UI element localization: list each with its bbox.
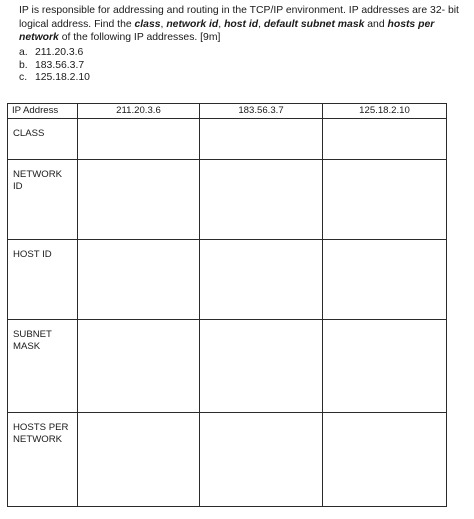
header-ip-211-20-3-6: 211.20.3.6: [78, 104, 200, 119]
answer-cell[interactable]: [323, 413, 447, 507]
header-ip-address: IP Address: [8, 104, 78, 119]
answer-cell[interactable]: [78, 160, 200, 240]
answer-cell[interactable]: [78, 413, 200, 507]
answer-cell[interactable]: [200, 160, 323, 240]
table-row: [8, 240, 447, 320]
question-text: [19, 4, 459, 45]
option-item: [19, 47, 90, 60]
answer-cell[interactable]: [200, 320, 323, 413]
question-sep-2: ,: [218, 18, 225, 30]
term-subnet-mask: default subnet mask: [263, 18, 365, 30]
answer-cell[interactable]: [78, 240, 200, 320]
term-host-id: host id: [224, 18, 259, 30]
table-row: [8, 160, 447, 240]
row-label-network-id: NETWORK ID: [8, 160, 78, 240]
question-prefix: IP is responsible for addressing and routing in the TCP/IP environment. IP addresses are 32- bit logical address. Find the: [19, 5, 459, 30]
header-ip-125-18-2-10: 125.18.2.10: [323, 104, 447, 119]
table-body: [8, 119, 447, 507]
row-label-class: CLASS: [8, 119, 78, 160]
option-letter: c.: [19, 72, 28, 84]
option-list: [19, 47, 90, 85]
row-label-subnet-mask: SUBNET MASK: [8, 320, 78, 413]
header-row: [8, 104, 447, 119]
option-letter: a.: [19, 47, 28, 58]
option-value: 125.18.2.10: [35, 72, 90, 84]
question-sep-3: ,: [258, 18, 264, 30]
option-value: 211.20.3.6: [35, 47, 84, 58]
table-row: [8, 413, 447, 507]
answer-cell[interactable]: [323, 160, 447, 240]
option-letter: b.: [19, 59, 28, 71]
answer-table: [7, 103, 447, 507]
table-header: [8, 104, 447, 119]
table-row: [8, 320, 447, 413]
answer-cell[interactable]: [78, 320, 200, 413]
answer-cell[interactable]: [78, 119, 200, 160]
term-network-id: network id: [166, 18, 219, 30]
answer-cell[interactable]: [200, 240, 323, 320]
option-item: [19, 60, 90, 73]
answer-cell[interactable]: [323, 119, 447, 160]
answer-cell[interactable]: [200, 413, 323, 507]
term-hosts-per-network: hosts per network: [19, 18, 435, 44]
header-ip-183-56-3-7: 183.56.3.7: [200, 104, 323, 119]
option-value: 183.56.3.7: [35, 59, 85, 71]
question-suffix: of the following IP addresses. [9m]: [58, 32, 221, 44]
answer-cell[interactable]: [323, 320, 447, 413]
answer-cell[interactable]: [323, 240, 447, 320]
row-label-hosts-per-network: HOSTS PER NETWORK: [8, 413, 78, 507]
option-item: [19, 72, 90, 85]
term-class: class: [134, 18, 161, 30]
question-sep-1: ,: [160, 18, 167, 30]
table-row: [8, 119, 447, 160]
answer-cell[interactable]: [200, 119, 323, 160]
row-label-host-id: HOST ID: [8, 240, 78, 320]
question-sep-4: and: [364, 18, 388, 30]
